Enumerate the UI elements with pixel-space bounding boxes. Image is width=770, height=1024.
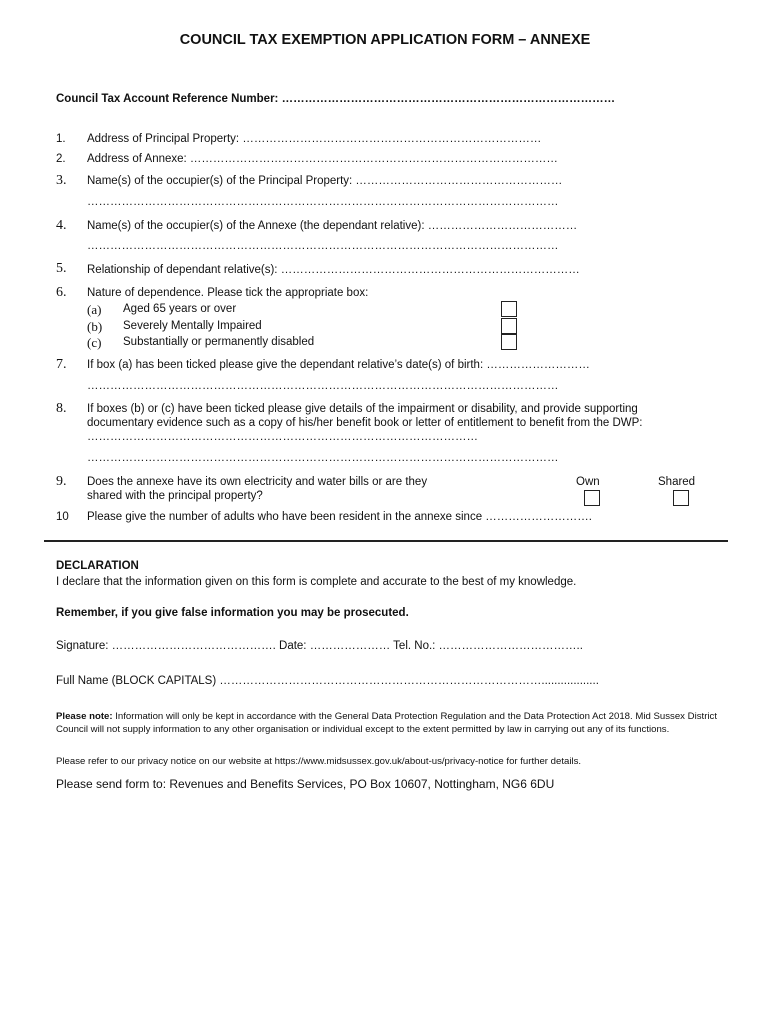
note-text: Information will only be kept in accordance with the General Data Protection Regulation and the Data Protection Act 2018. Mid Sussex District Council will not supply information to any other organisation or individual except to the extent permitted by law in carrying out any of its functions. xyxy=(56,711,717,735)
impairment-details-field[interactable]: ………………………………………………………………………………………… xyxy=(87,431,478,443)
shared-checkbox[interactable] xyxy=(673,490,689,506)
note-label: Please note: xyxy=(56,711,113,722)
q6-number: 6. xyxy=(56,285,67,300)
impairment-details-line2[interactable]: …………………………………………………………………………………………………………… xyxy=(87,452,559,464)
form-title: COUNCIL TAX EXEMPTION APPLICATION FORM – ANNEXE xyxy=(179,32,591,48)
own-label: Own xyxy=(576,476,600,488)
principal-address-field[interactable]: Address of Principal Property: …………………………………………………………………… xyxy=(87,133,542,145)
relationship-field[interactable]: Relationship of dependant relative(s): …………………………………………………………………… xyxy=(87,264,580,276)
option-c-label: Substantially or permanently disabled xyxy=(123,336,315,348)
option-a-label: Aged 65 years or over xyxy=(123,303,237,315)
q10-number: 10 xyxy=(56,511,69,523)
dependence-question: Nature of dependence. Please tick the appropriate box: xyxy=(87,287,369,299)
shared-label: Shared xyxy=(658,476,696,488)
annexe-address-field[interactable]: Address of Annexe: …………………………………………………………………………………… xyxy=(87,153,558,165)
option-b-label: Severely Mentally Impaired xyxy=(123,320,262,332)
option-a-letter: (a) xyxy=(87,302,102,317)
q4-number: 4. xyxy=(56,218,67,233)
declaration-statement: I declare that the information given on this form is complete and accurate to the best of my knowledge. xyxy=(56,576,577,588)
principal-occupiers-line2[interactable]: …………………………………………………………………………………………………………… xyxy=(87,196,559,208)
adults-resident-field[interactable]: Please give the number of adults who have been resident in the annexe since ………………………. xyxy=(87,511,592,523)
dob-line2[interactable]: …………………………………………………………………………………………………………… xyxy=(87,380,559,392)
section-divider xyxy=(44,540,728,542)
send-form-address: Please send form to: Revenues and Benefits Services, PO Box 10607, Nottingham, NG6 6DU xyxy=(56,777,555,791)
q2-number: 2. xyxy=(56,153,66,165)
annexe-occupiers-field[interactable]: Name(s) of the occupier(s) of the Annexe (the dependant relative): ………………………………… xyxy=(87,220,578,232)
annexe-occupiers-line2[interactable]: …………………………………………………………………………………………………………… xyxy=(87,240,559,252)
impairment-instructions-1: If boxes (b) or (c) have been ticked please give details of the impairment or disability, and provide supporting xyxy=(87,403,638,415)
q9-number: 9. xyxy=(56,474,67,489)
full-name-field[interactable]: Full Name (BLOCK CAPITALS) ………………………………………………………………………….................. xyxy=(56,675,599,687)
option-a-checkbox[interactable] xyxy=(501,301,517,317)
q7-number: 7. xyxy=(56,357,67,372)
option-b-letter: (b) xyxy=(87,319,103,334)
declaration-heading: DECLARATION xyxy=(56,560,139,572)
option-b-checkbox[interactable] xyxy=(501,318,517,334)
q8-number: 8. xyxy=(56,401,67,416)
account-reference-field[interactable]: Council Tax Account Reference Number: …………………………………………………………………………… xyxy=(56,93,616,105)
option-c-checkbox[interactable] xyxy=(501,334,517,350)
signature-date-tel-line[interactable]: Signature: ……………………………………. Date: ………………… Tel. No.: ……………………………….. xyxy=(56,640,583,652)
q5-number: 5. xyxy=(56,261,67,276)
false-info-warning: Remember, if you give false information you may be prosecuted. xyxy=(56,607,409,619)
own-checkbox[interactable] xyxy=(584,490,600,506)
principal-occupiers-field[interactable]: Name(s) of the occupier(s) of the Principal Property: ……………………………………………… xyxy=(87,175,563,187)
bills-question-2: shared with the principal property? xyxy=(87,490,263,502)
data-protection-note xyxy=(56,711,717,736)
bills-question-1: Does the annexe have its own electricity and water bills or are they xyxy=(87,476,428,488)
dob-field[interactable]: If box (a) has been ticked please give the dependant relative’s date(s) of birth: ……………………… xyxy=(87,359,590,371)
q1-number: 1. xyxy=(56,133,66,145)
privacy-notice: Please refer to our privacy notice on our website at https://www.midsussex.gov.uk/about-us/privacy-notice for further details. xyxy=(56,756,582,767)
impairment-instructions-2: documentary evidence such as a copy of his/her benefit book or letter of entitlement to benefit from the DWP: xyxy=(87,417,643,429)
option-c-letter: (c) xyxy=(87,335,102,350)
q3-number: 3. xyxy=(56,173,67,188)
